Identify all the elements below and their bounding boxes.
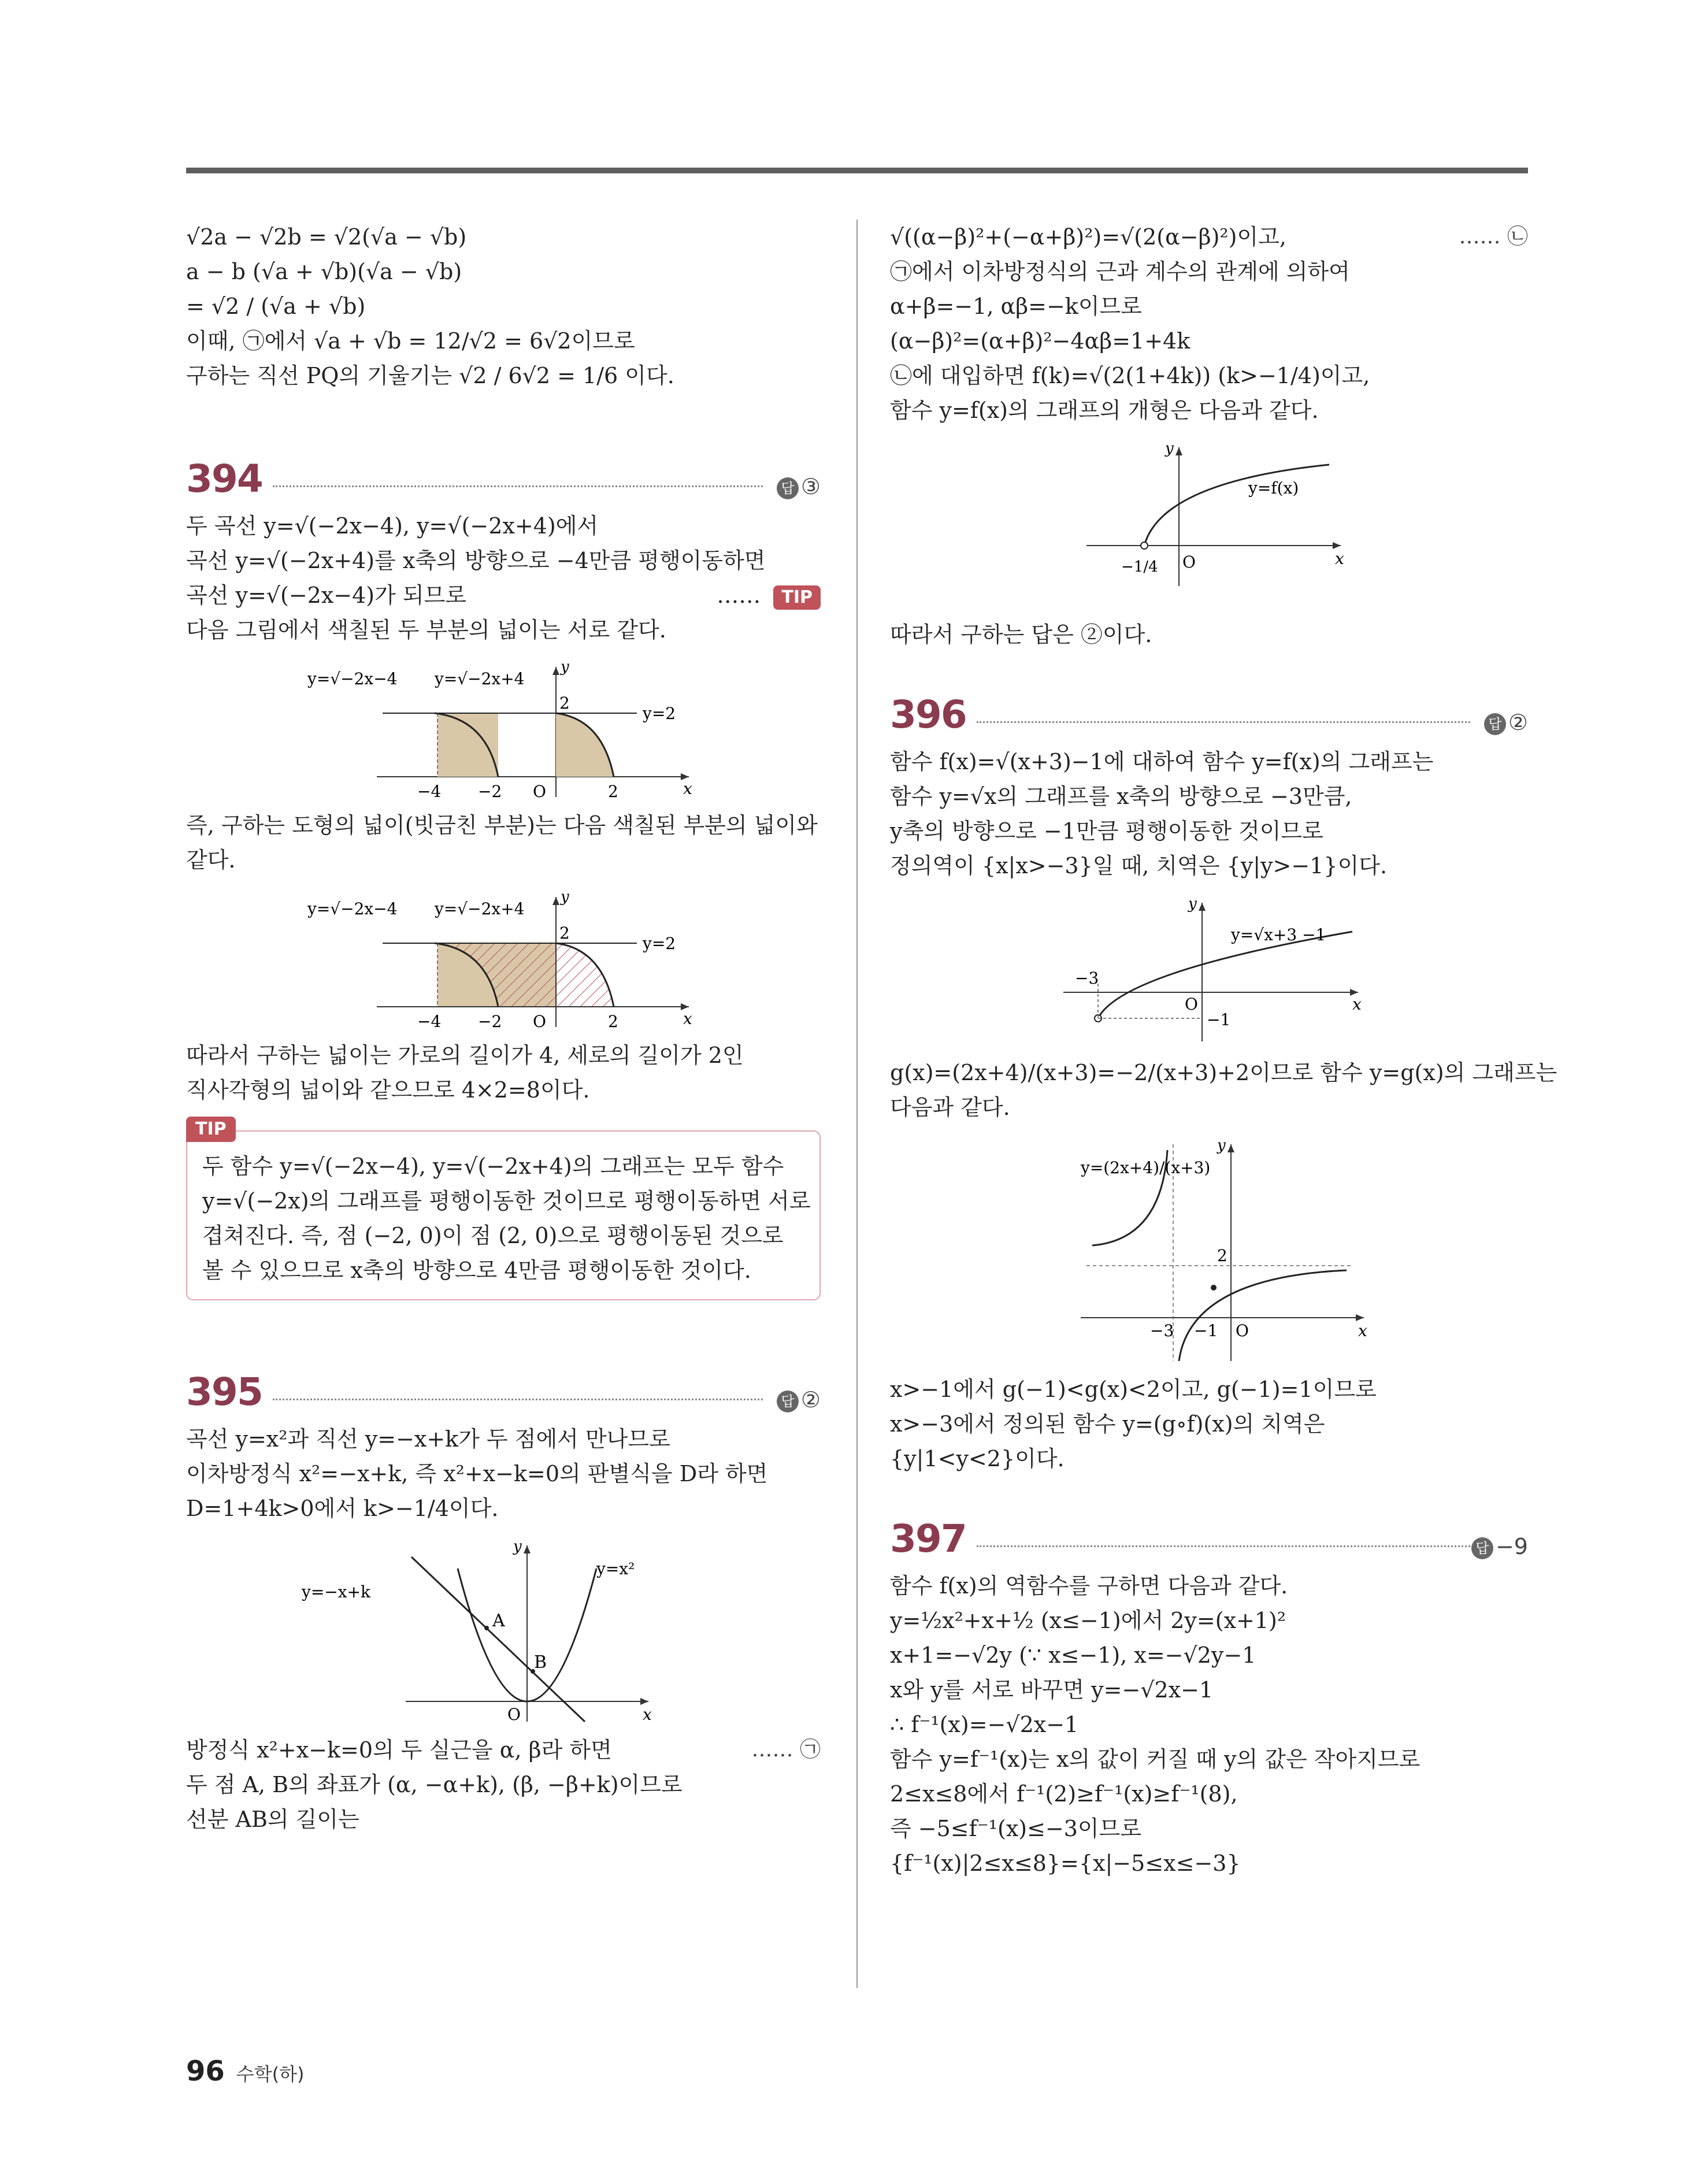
- solution-line: 함수 f(x)의 역함수를 구하면 다음과 같다.: [890, 1573, 1288, 1599]
- problem-number: 394: [186, 457, 262, 501]
- origin-label: O: [507, 1705, 521, 1724]
- solution-line: ㉠에서 이차방정식의 근과 계수의 관계에 의하여: [890, 259, 1350, 284]
- solution-line: 직사각형의 넓이와 같으므로 4×2=8이다.: [186, 1077, 590, 1103]
- solution-line: [186, 578, 821, 613]
- tick-label: −1/4: [1121, 558, 1158, 576]
- problem-header-396: [890, 687, 1528, 744]
- solution-text: 방정식 x²+x−k=0의 두 실근을 α, β라 하면: [186, 1737, 612, 1763]
- axis-label: x: [1358, 1321, 1367, 1340]
- answer-mark-icon: 답: [777, 1391, 799, 1412]
- tip-line: 두 함수 y=√(−2x−4), y=√(−2x+4)의 그래프는 모두 함수: [202, 1154, 784, 1179]
- equation-ref: …… ㉡: [1459, 225, 1528, 249]
- solution-text: 곡선 y=√(−2x−4)가 되므로: [186, 583, 467, 608]
- line-label: y=2: [643, 704, 676, 723]
- tip-label: TIP: [186, 1117, 236, 1142]
- answer-value: ③: [800, 474, 821, 499]
- solution-line: x>−1에서 g(−1)<g(x)<2이고, g(−1)=1이므로: [890, 1377, 1377, 1402]
- solution-line: α+β=−1, αβ=−k이므로: [890, 294, 1142, 319]
- solution-line: [890, 220, 1528, 254]
- solution-line: ∴ f⁻¹(x)=−√2x−1: [890, 1712, 1079, 1737]
- page-footer: [186, 2055, 305, 2087]
- answer-value: −9: [1495, 1534, 1528, 1559]
- answer-value: ②: [800, 1387, 821, 1412]
- axis-label: x: [683, 779, 692, 798]
- problem-number: 396: [890, 692, 966, 737]
- solution-line: [186, 1733, 821, 1767]
- leader-dots: [977, 721, 1470, 723]
- tick-label: −1: [1207, 1010, 1231, 1029]
- solution-line: g(x)=(2x+4)/(x+3)=−2/(x+3)+2이므로 함수 y=g(x)의 그래프는: [890, 1060, 1557, 1085]
- axis-label: y: [1188, 895, 1197, 913]
- solution-line: D=1+4k>0에서 k>−1/4이다.: [186, 1496, 499, 1521]
- solution-line: 즉 −5≤f⁻¹(x)≤−3이므로: [890, 1816, 1142, 1841]
- solution-line: y축의 방향으로 −1만큼 평행이동한 것이므로: [890, 818, 1323, 844]
- origin-label: O: [1185, 995, 1198, 1014]
- solution-line: x>−3에서 정의된 함수 y=(g∘f)(x)의 치역은: [890, 1411, 1325, 1437]
- figure-396-b: [890, 1133, 1528, 1364]
- solution-line: x와 y를 서로 바꾸면 y=−√2x−1: [890, 1677, 1214, 1703]
- curve-label: y=f(x): [1248, 479, 1299, 498]
- tick-label: −3: [1150, 1321, 1174, 1340]
- solution-line: y=½x²+x+½ (x≤−1)에서 2y=(x+1)²: [890, 1608, 1286, 1633]
- tick-label: −4: [417, 1012, 442, 1030]
- intro-line: a − b (√a + √b)(√a − √b): [186, 259, 462, 284]
- answer: [1484, 710, 1528, 735]
- curve-label: y=√−2x+4: [435, 669, 525, 688]
- figure-395: [186, 1534, 821, 1725]
- problem-header-397: [890, 1511, 1528, 1569]
- solution-line: 함수 y=f(x)의 그래프의 개형은 다음과 같다.: [890, 398, 1319, 423]
- solution-line: 이차방정식 x²=−x+k, 즉 x²+x−k=0의 판별식을 D라 하면: [186, 1461, 768, 1486]
- solution-line: 곡선 y=x²과 직선 y=−x+k가 두 점에서 만나므로: [186, 1426, 670, 1452]
- book-title: 수학(하): [236, 2063, 305, 2085]
- tip-tag: TIP: [773, 585, 821, 610]
- solution-line: ㉡에 대입하면 f(k)=√(2(1+4k)) (k>−1/4)이고,: [890, 363, 1370, 388]
- figure-394-b: [186, 885, 821, 1030]
- tick-label: 2: [608, 1012, 618, 1030]
- column-divider: [856, 220, 858, 1988]
- tip-line: 볼 수 있으므로 x축의 방향으로 4만큼 평행이동한 것이다.: [202, 1258, 751, 1283]
- axis-label: x: [1335, 549, 1344, 568]
- solution-line: 곡선 y=√(−2x+4)를 x축의 방향으로 −4만큼 평행이동하면: [186, 548, 766, 573]
- axis-label: x: [1352, 995, 1362, 1014]
- leader-dots: [273, 1399, 763, 1400]
- figure-395-graph: [890, 436, 1528, 609]
- solution-line: 두 점 A, B의 좌표가 (α, −α+k), (β, −β+k)이므로: [186, 1772, 683, 1797]
- figure-394-a: [186, 655, 821, 800]
- solution-line: 다음 그림에서 색칠된 두 부분의 넓이는 서로 같다.: [186, 617, 666, 643]
- tick-label: −2: [478, 782, 502, 800]
- answer-mark-icon: 답: [1471, 1537, 1493, 1559]
- tick-label: O: [533, 1012, 546, 1030]
- tip-line: y=√(−2x)의 그래프를 평행이동한 것이므로 평행이동하면 서로: [202, 1188, 811, 1214]
- problem-number: 395: [186, 1370, 262, 1414]
- line-label: y=2: [643, 934, 676, 953]
- point-label: B: [534, 1652, 547, 1673]
- axis-label: x: [683, 1009, 692, 1028]
- origin-label: O: [1236, 1321, 1249, 1340]
- solution-line: 함수 y=f⁻¹(x)는 x의 값이 커질 때 y의 값은 작아지므로: [890, 1747, 1421, 1772]
- curve-label: y=x²: [596, 1559, 635, 1578]
- tick-label: −1: [1194, 1321, 1218, 1340]
- tick-label: 2: [608, 782, 618, 800]
- page-number: 96: [186, 2055, 225, 2087]
- tip-line: 겹쳐진다. 즉, 점 (−2, 0)이 점 (2, 0)으로 평행이동된 것으로: [202, 1223, 784, 1248]
- answer: [777, 474, 821, 499]
- top-rule: [186, 168, 1528, 173]
- curve-label: y=√x+3 −1: [1231, 925, 1326, 944]
- problem-header-394: [186, 451, 821, 509]
- intro-line: 이때, ㉠에서 √a + √b = 12/√2 = 6√2이므로: [186, 328, 635, 354]
- axis-label: y: [561, 658, 569, 676]
- solution-text: √((α−β)²+(−α+β)²)=√(2(α−β)²)이고,: [890, 224, 1286, 250]
- tick-label: −3: [1075, 969, 1099, 988]
- tip-ref: …… TIP: [717, 578, 821, 613]
- answer: [777, 1387, 821, 1412]
- origin-label: O: [1182, 553, 1196, 572]
- solution-line: 같다.: [186, 847, 236, 873]
- solution-line: 따라서 구하는 답은 ②이다.: [890, 622, 1152, 647]
- problem-header-395: [186, 1364, 821, 1422]
- axis-label: y: [513, 1538, 522, 1555]
- tick-label: 2: [559, 924, 570, 943]
- answer: [1471, 1534, 1528, 1559]
- curve-label: y=√−2x−4: [307, 899, 398, 918]
- solution-line: {y|1<y<2}이다.: [890, 1446, 1065, 1471]
- tick-label: −2: [478, 1012, 502, 1030]
- equation-ref: …… ㉠: [751, 1738, 821, 1762]
- solution-line: (α−β)²=(α+β)²−4αβ=1+4k: [890, 328, 1191, 354]
- axis-label: x: [643, 1705, 652, 1724]
- answer-mark-icon: 답: [777, 477, 799, 499]
- axis-label: y: [561, 888, 569, 906]
- solution-line: 즉, 구하는 도형의 넓이(빗금친 부분)는 다음 색칠된 부분의 넓이와: [186, 813, 818, 838]
- problem-number: 397: [890, 1516, 966, 1561]
- solution-line: 함수 f(x)=√(x+3)−1에 대하여 함수 y=f(x)의 그래프는: [890, 749, 1434, 774]
- curve-label: y=(2x+4)/(x+3): [1081, 1158, 1211, 1177]
- axis-label: y: [1165, 440, 1174, 457]
- answer-mark-icon: 답: [1484, 713, 1506, 735]
- curve-label: y=√−2x+4: [435, 899, 525, 918]
- answer-value: ②: [1508, 710, 1528, 735]
- solution-line: 정의역이 {x|x>−3}일 때, 치역은 {y|y>−1}이다.: [890, 853, 1388, 878]
- solution-line: 두 곡선 y=√(−2x−4), y=√(−2x+4)에서: [186, 513, 599, 539]
- intro-line: = √2 / (√a + √b): [186, 294, 366, 319]
- tick-label: 2: [1217, 1246, 1227, 1265]
- tip-box: [186, 1119, 821, 1300]
- figure-396-a: [890, 891, 1528, 1047]
- solution-line: 2≤x≤8에서 f⁻¹(2)≥f⁻¹(x)≥f⁻¹(8),: [890, 1781, 1238, 1807]
- intro-line: 구하는 직선 PQ의 기울기는 √2 / 6√2 = 1/6 이다.: [186, 363, 674, 388]
- solution-line: 함수 y=√x의 그래프를 x축의 방향으로 −3만큼,: [890, 784, 1352, 809]
- solution-line: 다음과 같다.: [890, 1095, 1010, 1120]
- tick-label: O: [533, 782, 546, 800]
- solution-line: 선분 AB의 길이는: [186, 1807, 359, 1832]
- solution-line: x+1=−√2y (∵ x≤−1), x=−√2y−1: [890, 1642, 1256, 1668]
- tick-label: 2: [559, 694, 570, 713]
- leader-dots: [977, 1545, 1470, 1547]
- axis-label: y: [1217, 1137, 1226, 1154]
- tick-label: −4: [417, 782, 442, 800]
- intro-line: √2a − √2b = √2(√a − √b): [186, 224, 467, 250]
- point-label: A: [492, 1611, 505, 1631]
- leader-dots: [273, 485, 763, 487]
- solution-line: 따라서 구하는 넓이는 가로의 길이가 4, 세로의 길이가 2인: [186, 1043, 744, 1068]
- left-column: [186, 220, 821, 1837]
- line-label: y=−x+k: [302, 1582, 370, 1601]
- curve-label: y=√−2x−4: [307, 669, 398, 688]
- solution-line: {f⁻¹(x)|2≤x≤8}={x|−5≤x≤−3}: [890, 1851, 1241, 1876]
- right-column: [890, 220, 1557, 1881]
